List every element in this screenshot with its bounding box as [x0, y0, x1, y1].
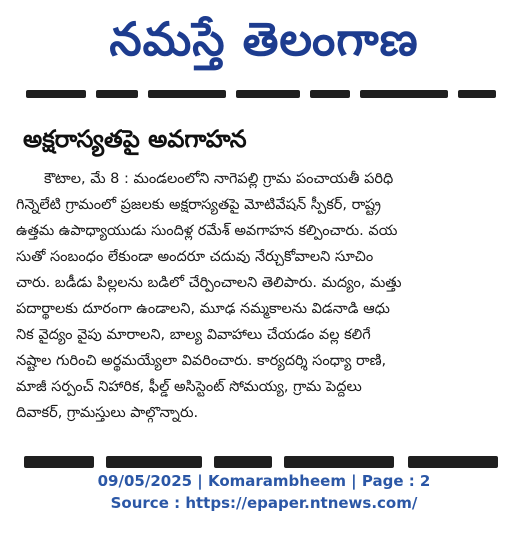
- body-line: మాజీ సర్పంచ్ నిహారిక, ఫీల్డ్ అసిస్టెంట్ సోమయ్య, గ్రామ పెద్దలు: [16, 379, 362, 395]
- body-line: గిన్నెలేటి గ్రామంలో ప్రజలకు అక్షరాస్యతపై మోటివేషన్ స్పీకర్, రాష్ట్ర: [16, 197, 381, 213]
- source-line: Source : https://epaper.ntnews.com/: [110, 494, 418, 512]
- article-body: [16, 166, 514, 426]
- body-line: పదార్థాలకు దూరంగా ఉండాలని, మూఢ నమ్మకాలను విడనాడి ఆధు: [16, 301, 390, 317]
- previous-article-cut-text: [26, 90, 496, 98]
- newspaper-logo: నమస్తే తెలంగాణ: [109, 12, 419, 66]
- body-line: సుతో సంబంధం లేకుండా అందరూ చదువు నేర్చుకోవాలని సూచిం: [16, 249, 374, 265]
- masthead: [0, 0, 528, 82]
- article-headline: అక్షరాస్యతపై అవగాహన: [23, 125, 247, 153]
- body-line: దివాకర్, గ్రామస్తులు పాల్గొన్నారు.: [16, 405, 199, 421]
- body-line: చారు. బడీడు పిల్లలను బడిలో చేర్పించాలని తెలిపారు. మద్యం, మత్తు: [16, 275, 402, 291]
- body-line: నష్టాల గురించి అర్థమయ్యేలా వివరించారు. కార్యదర్శి సంధ్యా రాణి,: [16, 353, 387, 369]
- clipping-footer: [0, 470, 528, 514]
- next-article-cut-text: [24, 456, 504, 468]
- body-line: ఉత్తమ ఉపాధ్యాయుడు సుందిళ్ల రమేశ్ అవగాహన కల్పించారు. వయ: [16, 223, 398, 239]
- body-line: నిక వైద్యం వైపు మారాలని, బాల్య వివాహాలు చేయడం వల్ల కలిగే: [16, 327, 371, 343]
- news-clipping: [10, 84, 520, 468]
- date-edition-page: 09/05/2025 | Komarambheem | Page : 2: [97, 472, 431, 490]
- body-line: కౌటాల, మే 8 : మండలంలోని నాగెపల్లి గ్రామ పంచాయతీ పరిధి: [44, 171, 394, 187]
